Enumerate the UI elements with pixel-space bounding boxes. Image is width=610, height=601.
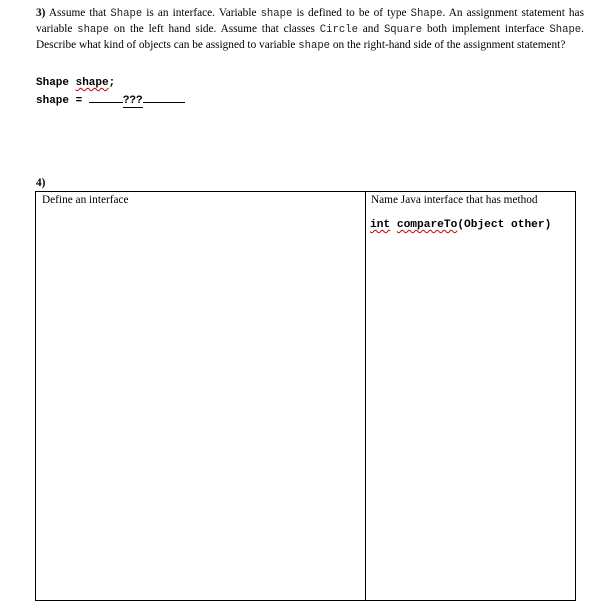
spellcheck-variable: shape <box>75 77 109 89</box>
method-signature <box>370 219 551 231</box>
code-shape: Shape <box>549 24 582 37</box>
answer-blank-left <box>89 91 123 103</box>
question-3-number: 3) <box>36 7 46 19</box>
right-cell-prompt: Name Java interface that has method <box>371 194 538 206</box>
code-variable: shape <box>77 24 110 37</box>
question-4-number: 4) <box>36 177 46 189</box>
code-shape: Shape <box>110 8 143 20</box>
code-shape: Shape <box>410 8 443 20</box>
method-name: compareTo <box>396 219 458 231</box>
code-variable: shape <box>298 40 331 53</box>
left-cell-prompt: Define an interface <box>42 194 129 206</box>
method-parameters: (Object other) <box>457 219 552 231</box>
code-line-declaration: Shape shape; <box>36 77 116 89</box>
answer-placeholder: ??? <box>122 95 143 107</box>
question-4-table <box>35 191 576 601</box>
method-return-type: int <box>370 219 391 231</box>
code-square: Square <box>383 24 423 37</box>
table-column-divider <box>365 192 366 600</box>
code-variable: shape <box>260 8 293 20</box>
code-line-assignment: shape = ??? <box>36 91 185 107</box>
question-3-text: 3) Assume that Shape is an interface. Variable shape is defined to be of type Shape. An assignment statement has variable shape on the left hand side. Assume that classes Circle and Square both implement interface Shape. Describe what kind of objects can be assigned to variable shape on the right-hand side of the assignment statement? <box>36 7 584 53</box>
question-3 <box>36 6 584 54</box>
answer-blank-right <box>143 91 185 103</box>
code-circle: Circle <box>319 24 358 37</box>
